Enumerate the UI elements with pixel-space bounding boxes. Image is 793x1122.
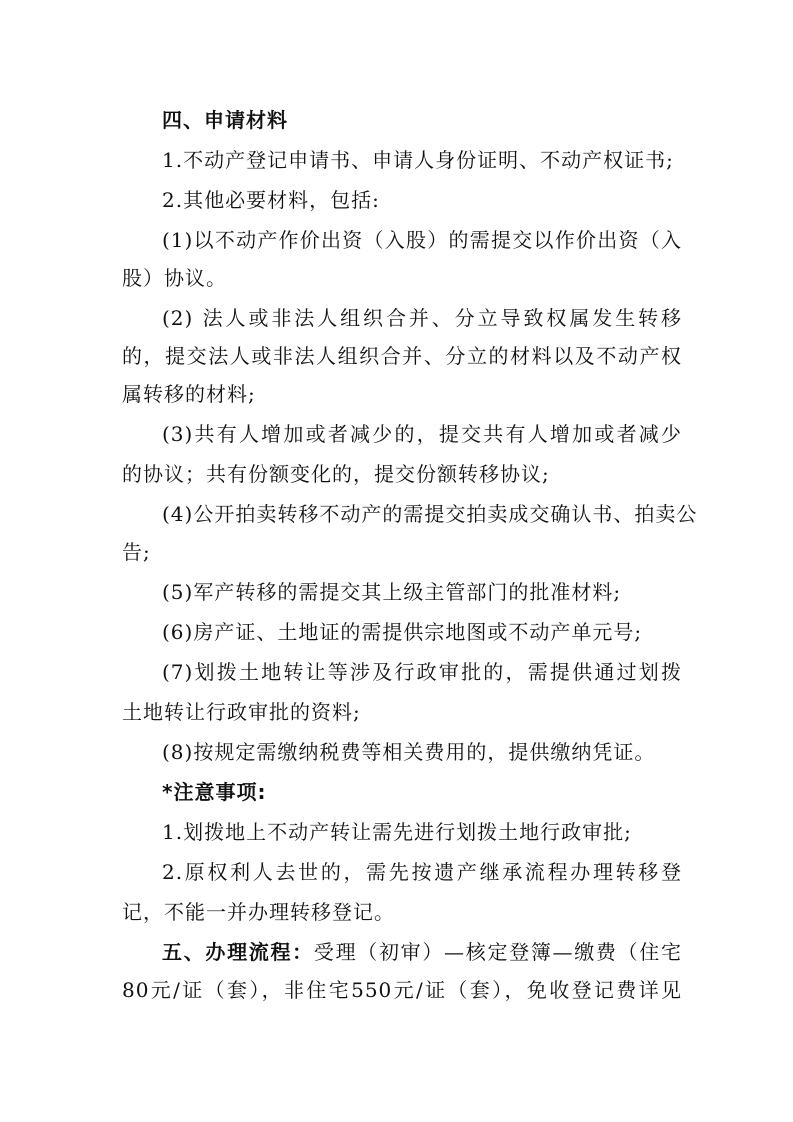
- section-process-line: [162, 938, 682, 966]
- section-heading-application-materials: 四、申请材料: [162, 108, 288, 132]
- paragraph-line: (8)按规定需缴纳税费等相关费用的，提供缴纳凭证。: [162, 740, 656, 764]
- paragraph-line: (7)划拨土地转让等涉及行政审批的，需提供通过划拨: [162, 660, 682, 684]
- paragraph-line: (2) 法人或非法人组织合并、分立导致权属发生转移: [162, 306, 682, 330]
- paragraph-line: (1)以不动产作价出资（入股）的需提交以作价出资（入: [162, 228, 682, 252]
- note-line: 2.原权利人去世的，需先按遗产继承流程办理转移登: [162, 860, 682, 884]
- paragraph-line: 股）协议。: [122, 266, 227, 290]
- paragraph-line: 属转移的材料;: [122, 382, 256, 406]
- paragraph-line: (6)房产证、土地证的需提供宗地图或不动产单元号;: [162, 620, 643, 644]
- paragraph-line: 土地转让行政审批的资料;: [122, 700, 361, 724]
- process-text: 受理（初审）—核定登簿—缴费（住宅: [313, 940, 683, 964]
- paragraph-line: 1.不动产登记申请书、申请人身份证明、不动产权证书;: [162, 148, 674, 172]
- paragraph-line: 的协议；共有份额变化的，提交份额转移协议;: [122, 462, 550, 486]
- note-line: 记，不能一并办理转移登记。: [122, 900, 395, 924]
- paragraph-line: 2.其他必要材料，包括:: [162, 188, 380, 212]
- paragraph-line: 的，提交法人或非法人组织合并、分立的材料以及不动产权: [122, 344, 682, 368]
- process-text-line: 80元/证（套），非住宅550元/证（套），免收登记费详见: [122, 978, 682, 1002]
- paragraph-line: (4)公开拍卖转移不动产的需提交拍卖成交确认书、拍卖公: [162, 502, 698, 526]
- note-line: 1.划拨地上不动产转让需先进行划拨土地行政审批;: [162, 820, 632, 844]
- section-heading-process: 五、办理流程：: [162, 940, 314, 964]
- notes-heading: *注意事项:: [162, 780, 267, 804]
- paragraph-line: (3)共有人增加或者减少的，提交共有人增加或者减少: [162, 422, 682, 446]
- paragraph-line: 告;: [122, 540, 151, 564]
- paragraph-line: (5)军产转移的需提交其上级主管部门的批准材料;: [162, 580, 622, 604]
